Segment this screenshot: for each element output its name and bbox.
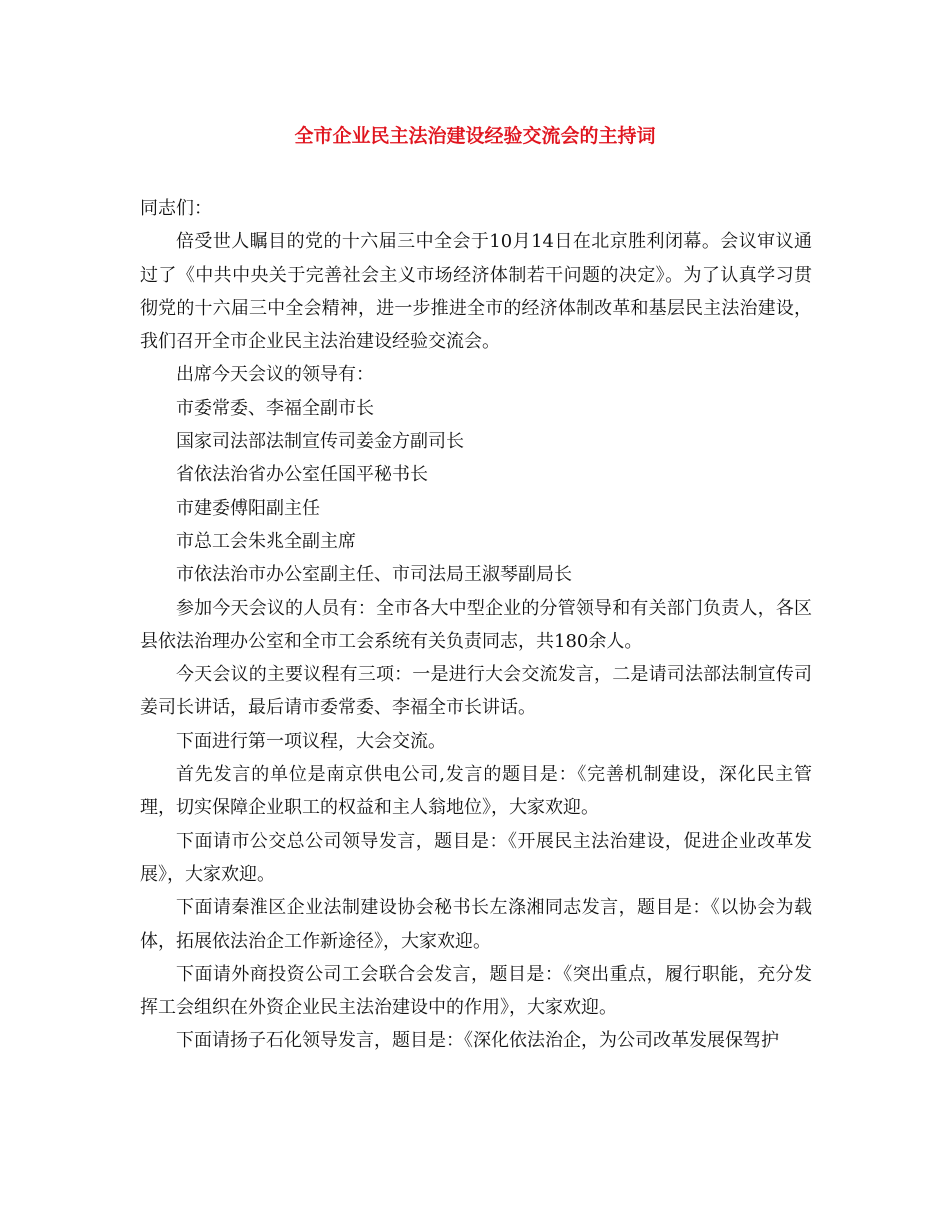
body-paragraph: 今天会议的主要议程有三项：一是进行大会交流发言，二是请司法部法制宣传司姜司长讲话，最后请市委常委、李福全市长讲话。 bbox=[140, 664, 812, 719]
body-paragraph: 市委常委、李福全副市长 bbox=[176, 397, 374, 419]
body-paragraph: 下面请秦淮区企业法制建设协会秘书长左涤湘同志发言，题目是：《以协会为载体，拓展依法治企工作新途径》，大家欢迎。 bbox=[140, 897, 812, 952]
body-paragraph: 市依法治市办公室副主任、市司法局王淑琴副局长 bbox=[176, 564, 572, 586]
body-paragraph: 市总工会朱兆全副主席 bbox=[176, 530, 356, 552]
document-body bbox=[140, 192, 812, 1058]
body-paragraph: 下面进行第一项议程，大会交流。 bbox=[176, 730, 446, 752]
body-paragraph: 省依法治省办公室任国平秘书长 bbox=[176, 464, 428, 486]
body-paragraph: 出席今天会议的领导有： bbox=[176, 364, 374, 386]
body-paragraph: 同志们： bbox=[140, 198, 212, 219]
body-paragraph: 参加今天会议的人员有：全市各大中型企业的分管领导和有关部门负责人，各区县依法治理办公室和全市工会系统有关负责同志，共180余人。 bbox=[140, 597, 812, 652]
body-paragraph: 下面请扬子石化领导发言，题目是：《深化依法治企，为公司改革发展保驾护 bbox=[176, 1030, 779, 1052]
body-paragraph: 市建委傅阳副主任 bbox=[176, 497, 320, 519]
body-paragraph: 首先发言的单位是南京供电公司,发言的题目是：《完善机制建设，深化民主管理，切实保障企业职工的权益和主人翁地位》，大家欢迎。 bbox=[140, 764, 812, 819]
body-paragraph: 国家司法部法制宣传司姜金方副司长 bbox=[176, 431, 464, 453]
body-paragraph: 倍受世人瞩目的党的十六届三中全会于10月14日在北京胜利闭幕。会议审议通过了《中共中央关于完善社会主义市场经济体制若干问题的决定》。为了认真学习贯彻党的十六届三中全会精神，进一步推进全市的经济体制改革和基层民主法治建设，我们召开全市企业民主法治建设经验交流会。 bbox=[140, 231, 812, 353]
body-paragraph: 下面请市公交总公司领导发言，题目是：《开展民主法治建设，促进企业改革发展》，大家欢迎。 bbox=[140, 830, 812, 885]
document-title: 全市企业民主法治建设经验交流会的主持词 bbox=[294, 125, 656, 147]
body-paragraph: 下面请外商投资公司工会联合会发言，题目是：《突出重点，履行职能，充分发挥工会组织在外资企业民主法治建设中的作用》，大家欢迎。 bbox=[140, 963, 812, 1019]
